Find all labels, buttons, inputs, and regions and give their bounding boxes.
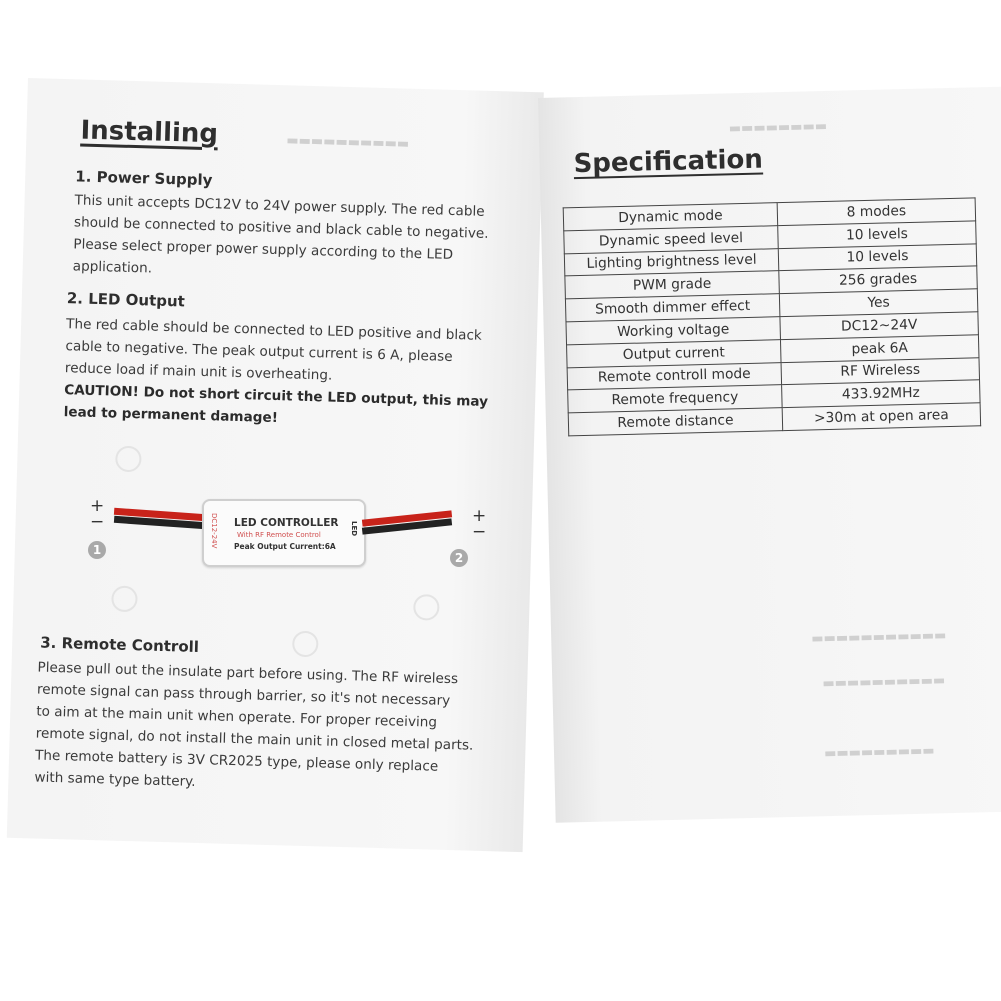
controller-peak-label: Peak Output Current:6A <box>234 542 336 551</box>
spec-key: Working voltage <box>566 317 780 345</box>
text-line: The red cable should be connected to LED positive and black <box>65 316 483 344</box>
spec-value: 10 levels <box>778 243 976 271</box>
text-line: Please select proper power supply according to the LED <box>73 236 454 263</box>
show-through-mark <box>292 631 319 658</box>
specification-title: Specification <box>573 144 764 180</box>
remote-controll-text <box>34 657 475 801</box>
spec-key: PWM grade <box>565 271 779 299</box>
spec-key: Remote distance <box>568 408 782 436</box>
spec-value: RF Wireless <box>781 357 979 385</box>
spec-key: Output current <box>567 339 781 367</box>
spec-value: 256 grades <box>779 266 977 294</box>
text-line: application. <box>72 258 153 277</box>
specification-table <box>563 197 981 436</box>
text-line: cable to negative. The peak output current is 6 A, please <box>65 338 453 365</box>
show-through-text: ▬▬▬▬▬▬▬▬▬▬ <box>822 673 946 692</box>
spec-value: 8 modes <box>777 198 975 226</box>
output-plus-sign: + <box>472 506 487 526</box>
show-through-mark <box>111 586 138 613</box>
spec-value: >30m at open area <box>782 403 980 431</box>
text-line: should be connected to positive and black cable to negative. <box>73 214 489 242</box>
text-line: remote signal, do not install the main unit in closed metal parts. <box>35 725 474 754</box>
spec-value: peak 6A <box>780 335 978 363</box>
text-line: This unit accepts DC12V to 24V power supply. The red cable <box>74 192 485 220</box>
led-controller-illustration <box>80 485 500 585</box>
text-line: with same type battery. <box>34 769 196 790</box>
spec-value: 433.92MHz <box>782 380 980 408</box>
input-plus-sign: + <box>90 496 105 516</box>
spec-key: Dynamic speed level <box>564 225 778 253</box>
remote-controll-heading: 3. Remote Controll <box>39 633 200 656</box>
installing-title: Installing <box>80 115 219 150</box>
controller-unit <box>202 499 366 567</box>
output-minus-sign: − <box>472 522 487 542</box>
spec-key: Lighting brightness level <box>564 248 778 276</box>
led-output-text <box>63 313 490 435</box>
text-line: to aim at the main unit when operate. For proper receiving <box>36 703 438 731</box>
input-voltage-label: DC12-24V <box>210 513 218 549</box>
right-page <box>538 87 1001 823</box>
spec-key: Dynamic mode <box>563 203 777 231</box>
led-output-label: LED <box>350 521 358 537</box>
text-line: reduce load if main unit is overheating. <box>64 360 333 384</box>
text-line: The remote battery is 3V CR2025 type, please only replace <box>34 747 439 775</box>
spec-value: DC12~24V <box>780 312 978 340</box>
spec-key: Remote frequency <box>568 385 782 413</box>
caution-line: CAUTION! Do not short circuit the LED output, this may <box>64 382 489 410</box>
show-through-text: ▬▬▬▬▬▬▬▬▬ <box>823 743 935 762</box>
output-number-badge: 2 <box>450 549 468 567</box>
show-through-text: ▬▬▬▬▬▬▬▬ <box>728 118 828 137</box>
left-page <box>7 78 544 852</box>
show-through-text: ▬▬▬▬▬▬▬▬▬▬▬ <box>811 628 947 647</box>
input-number-badge: 1 <box>88 541 106 559</box>
text-line: Please pull out the insulate part before using. The RF wireless <box>37 659 459 688</box>
controller-title: LED CONTROLLER <box>234 517 339 529</box>
show-through-mark <box>413 594 440 621</box>
power-supply-text <box>72 189 489 289</box>
show-through-mark <box>115 446 142 473</box>
caution-line: lead to permanent damage! <box>63 404 279 427</box>
spec-key: Remote controll mode <box>567 362 781 390</box>
text-line: remote signal can pass through barrier, so it's not necessary <box>36 681 451 710</box>
led-output-heading: 2. LED Output <box>66 289 186 311</box>
controller-subtitle: With RF Remote Control <box>237 531 321 539</box>
input-minus-sign: − <box>90 512 105 532</box>
show-through-text: ▬▬▬▬▬▬▬▬▬▬ <box>286 133 410 152</box>
power-supply-heading: 1. Power Supply <box>75 167 213 190</box>
spec-value: 10 levels <box>778 221 976 249</box>
spec-value: Yes <box>779 289 977 317</box>
spec-key: Smooth dimmer effect <box>565 294 779 322</box>
